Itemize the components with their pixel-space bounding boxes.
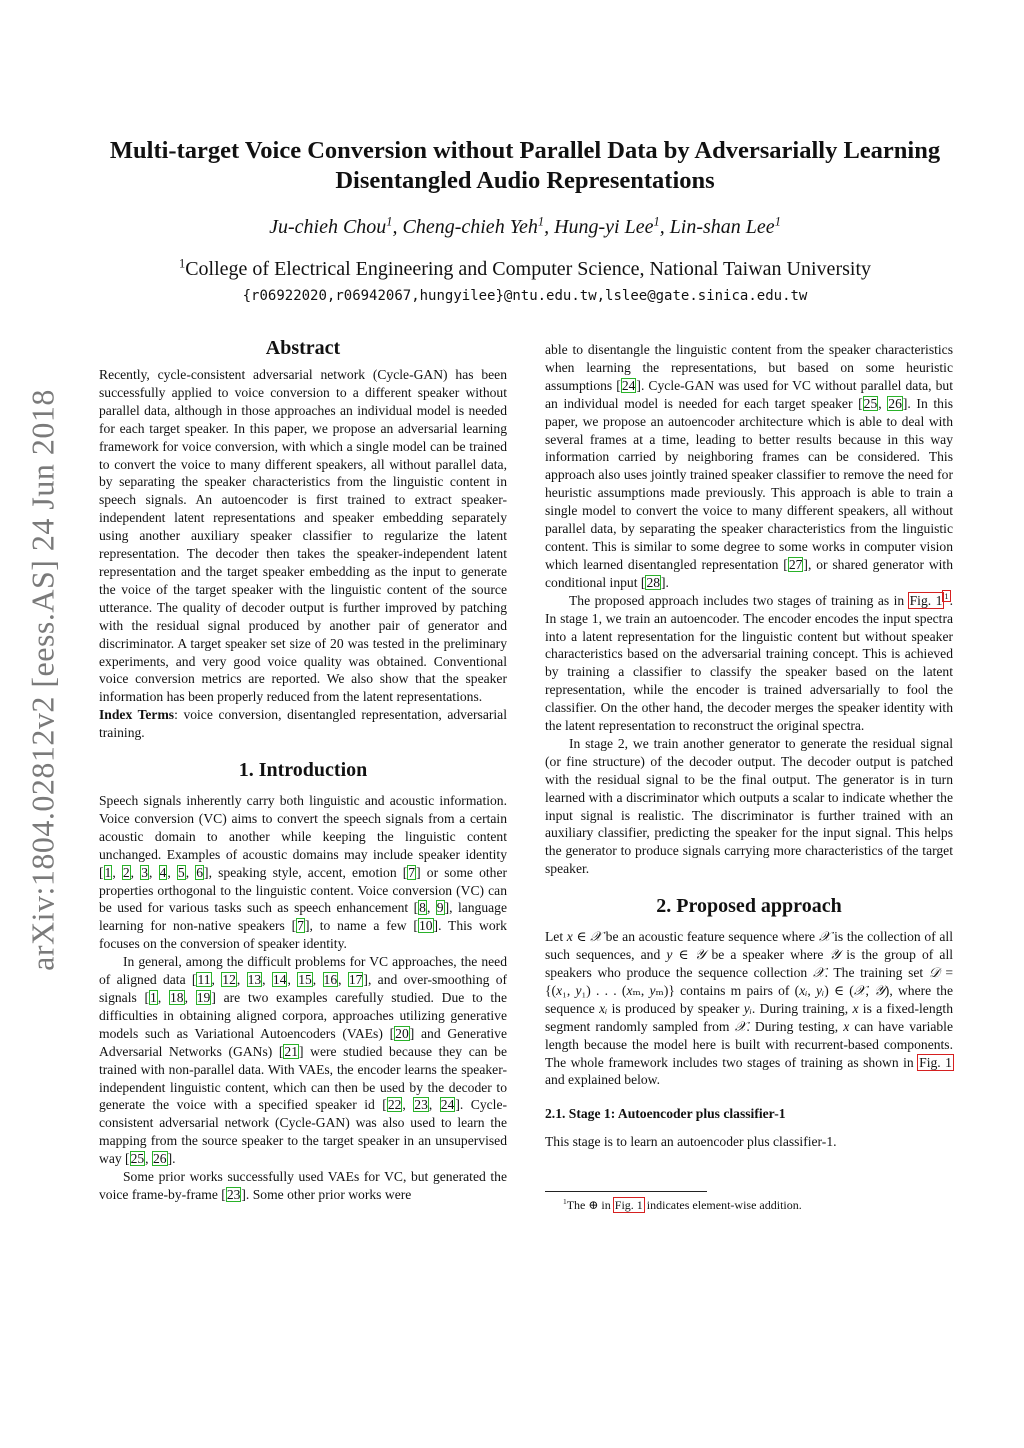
- citation-link[interactable]: 19: [196, 990, 211, 1005]
- citation-link[interactable]: 16: [323, 972, 338, 988]
- author-name: Hung-yi Lee: [554, 216, 654, 238]
- author-sup: 1: [774, 214, 781, 229]
- paper-title: [90, 136, 960, 196]
- math-symbol: 𝒳: [734, 1018, 747, 1034]
- citation-link[interactable]: 26: [888, 395, 902, 411]
- citation-link[interactable]: 25: [863, 395, 878, 411]
- citation-link[interactable]: 1: [104, 864, 112, 880]
- footnote-mark: 1: [563, 1197, 567, 1207]
- footnote: $^1$The ⊕ in Fig. 1 indicates element-wise addition.: [563, 1197, 802, 1213]
- citation-link[interactable]: 23: [414, 1097, 428, 1113]
- abstract-text: Recently, cycle-consistent adversarial network (Cycle-GAN) has been successfully applied to voice conversion to a different speaker without parallel data, although in those approaches an individual model is needed for each target speaker. In this paper, we propose an adversarial learning framework for voice conversion, with which a single model can be trained to convert the voice to many different speakers, all without parallel data, by separating the speaker characteristics from the linguistic content in speech signals. An autoencoder is first trained to extract speaker-independent latent representations and speaker embedding separately using another auxiliary speaker classifier to regularize the latent representation. The decoder then takes the speaker-independent latent representation and the target speaker embedding as the input to generate the voice of the target speaker with the linguistic content of the source utterance. The quality of decoder output is further improved by patching with the residual signal produced by another pair of generator and discriminator. A target speaker set size of 20 was tested in the preliminary experiments, and very good voice quality was obtained. Conventional voice conversion metrics are reported. We also show that the speaker information has been properly reduced from the latent representations.: [99, 367, 507, 705]
- section-2-heading: 2. Proposed approach: [656, 895, 842, 918]
- math-symbol: x: [626, 982, 633, 998]
- math-symbol: 𝒴: [874, 982, 885, 998]
- figure-ref-link[interactable]: Fig. 1: [614, 1198, 643, 1213]
- index-terms-label: Index Terms: [99, 707, 175, 723]
- math-symbol: yᵢ: [816, 982, 825, 998]
- citation-link[interactable]: 2: [122, 864, 130, 880]
- math-symbol: 𝒴: [829, 947, 841, 963]
- citation-link[interactable]: 4: [159, 864, 167, 880]
- math-symbol: 𝒳: [818, 929, 831, 945]
- affiliation-sup: 1: [179, 256, 186, 271]
- citation-link[interactable]: 28: [646, 574, 661, 590]
- citation-link[interactable]: 24: [440, 1097, 455, 1113]
- citation-link[interactable]: 9: [436, 900, 444, 916]
- math-symbol: y: [649, 982, 656, 998]
- arxiv-id: arXiv:1804.02812v2 [eess.AS] 24 Jun 2018: [24, 389, 61, 971]
- citation-link[interactable]: 13: [247, 972, 262, 988]
- intro-paragraph-1: Speech signals inherently carry both linguistic and acoustic information. Voice conversion (VC) aims to convert the speech signals from a certain acoustic domain to another while keeping the linguistic content unchanged. Examples of acoustic domains may include speaker identity [1, 2, 3, 4, 5, 6], speaking style, accent, emotion [7] or some other properties orthogonal to the linguistic content. Voice conversion (VC) can be used for various tasks such as speech enhancement [8, 9], language learning for non-native speakers [7], to name a few [10]. This work focuses on the conversion of speaker identity.: [99, 793, 508, 952]
- footnote-rule: [545, 1191, 707, 1192]
- math-symbol: x: [852, 1000, 859, 1016]
- math-symbol: x: [566, 929, 573, 945]
- math-symbol: x: [843, 1018, 850, 1034]
- author-name: Ju-chieh Chou: [269, 216, 387, 238]
- citation-link[interactable]: 17: [348, 972, 363, 988]
- author-name: Cheng-chieh Yeh: [402, 216, 538, 238]
- math-symbol: 𝒟: [928, 965, 940, 980]
- right-paragraph-1: able to disentangle the linguistic content from the speaker characteristics when learning the representations, but based on some heuristic assumptions [24]. Cycle-GAN was used for VC without parallel data, but an individual model is needed for each target speaker [25, 26]. In this paper, we propose an autoencoder architecture which is able to deal with several frames at a time, leading to better results because in this way information carried by neighboring frames can be considered. This approach also uses jointly trained speaker classifier to remove the need for heuristic assumptions made previously. This approach is able to train a single model to convert the voice to many different speakers, all without parallel data, by separating the speaker characteristics from the linguistic content. This is similar to some degree to some works in computer vision which learned disentangled representation [27], or shared generator with conditional input [28].: [545, 342, 954, 590]
- index-terms: [99, 706, 507, 742]
- right-paragraph-3: In stage 2, we train another generator to generate the residual signal (or fine structure) of the decoder output. The decoder output is patched with the residual signal to be the final output. The generator is in turn learned with a discriminator which outputs a scalar to indicate whether the input signal is realistic. The discriminator is further trained with an auxiliary classifier, predicting the speaker for the input signal. This helps the generator to produce signals carrying more characteristics of the target speaker.: [545, 735, 953, 877]
- intro-paragraph-3: Some prior works successfully used VAEs for VC, but generated the voice frame-by-frame [23]. Some other prior works were: [99, 1169, 507, 1202]
- intro-heading: 1. Introduction: [238, 759, 368, 782]
- math-symbol: 𝒳: [853, 982, 866, 998]
- citation-link[interactable]: 27: [788, 556, 803, 572]
- right-paragraph-2: The proposed approach includes two stages of training as in Fig. 1 $^1$. In stage 1, we train an autoencoder. The encoder encodes the input spectra into a latent representation for the linguistic content but without speaker characteristics based on the adversarial training concept. This is achieved by training a classifier to classify the speaker based on the latent representation, while the encoder is trained adversarially to fool the classifier. On the other hand, the decoder merges the speaker identity with the latent representation to reconstruct the original spectra.: [545, 591, 954, 734]
- math-symbol: x: [556, 982, 563, 998]
- citation-link[interactable]: 22: [387, 1097, 402, 1113]
- figure-ref-link[interactable]: Fig. 1: [919, 1054, 952, 1070]
- abstract-heading: Abstract: [265, 337, 341, 359]
- title-line-2: Disentangled Audio Representations: [335, 167, 715, 194]
- author-sup: 1: [653, 214, 660, 229]
- index-terms-text: : voice conversion, disentangled representation, adversarial training.: [99, 707, 507, 741]
- citation-link[interactable]: 23: [226, 1186, 241, 1202]
- math-symbol: xᵢ: [799, 982, 808, 998]
- math-symbol: xᵢ: [599, 1000, 608, 1016]
- math-symbol: y: [666, 947, 673, 963]
- citation-link[interactable]: 1: [150, 990, 157, 1005]
- author-emails: {r06922020,r06942067,hungyilee}@ntu.edu.tw,lslee@gate.sinica.edu.tw: [242, 288, 808, 304]
- citation-link[interactable]: 12: [222, 972, 236, 988]
- figure-ref-link[interactable]: Fig. 1: [909, 592, 943, 608]
- citation-link[interactable]: 5: [177, 864, 185, 880]
- subsection-2-1-paragraph: This stage is to learn an autoencoder plus classifier-1.: [545, 1134, 837, 1150]
- citation-link[interactable]: 10: [418, 918, 433, 934]
- author-sup: 1: [537, 214, 545, 229]
- author-name: Lin-shan Lee: [669, 216, 775, 238]
- intro-paragraph-2: In general, among the difficult problems for VC approaches, the need of aligned data [11, 12, 13, 14, 15, 16, 17], and over-smoothing of signals [1, 18, 19] are two examples carefully studied. Due to the difficulties in obtaining aligned corpora, approaches utilizing generative models such as Variational Autoencoders (VAEs) [20] and Generative Adversarial Networks (GANs) [21] were studied because they can be trained with non-parallel data. With VAEs, the encoder learns the speaker-independent linguistic content, which can then be used by the decoder to generate the voice with a specified speaker id [22, 23, 24]. Cycle-consistent adversarial network (Cycle-GAN) was also used to learn the mapping from the source speaker to the target speaker in an unsupervised way [25, 26].: [99, 954, 508, 1167]
- citation-link[interactable]: 26: [152, 1151, 167, 1167]
- math-symbol: yᵢ: [743, 1000, 752, 1016]
- citation-link[interactable]: 25: [130, 1151, 145, 1167]
- citation-link[interactable]: 21: [284, 1043, 299, 1059]
- right-column: [545, 341, 953, 1213]
- math-symbol: y: [575, 982, 582, 998]
- section-2-paragraph: Let x ∈ 𝒳 be an acoustic feature sequence where 𝒳 is the collection of all such sequences, and y ∈ 𝒴 be a speaker where 𝒴 is the group of all speakers who produce the sequence collection 𝒳. The training set 𝒟 = {(x₁, y₁) . . . (xₘ, yₘ)} contains m pairs of (xᵢ, yᵢ) ∈ (𝒳, 𝒴), where the sequence xᵢ is produced by speaker yᵢ. During training, x is a fixed-length segment randomly sampled from 𝒳. During testing, x can have variable length because the model here is built with recurrent-based components. The whole framework includes two stages of training as shown in Fig. 1 and explained below.: [545, 929, 953, 1088]
- title-line-1: Multi-target Voice Conversion without Parallel Data by Adversarially Learning: [109, 137, 941, 164]
- citation-link[interactable]: 7: [297, 918, 304, 934]
- math-symbol: 𝒳: [590, 929, 602, 945]
- citation-link[interactable]: 6: [196, 864, 204, 880]
- affiliation-text: College of Electrical Engineering and Computer Science, National Taiwan University: [185, 258, 871, 280]
- citation-link[interactable]: 15: [298, 972, 312, 988]
- citation-link[interactable]: 24: [621, 377, 636, 393]
- citation-link[interactable]: 8: [419, 900, 426, 916]
- citation-link[interactable]: 11: [197, 972, 211, 988]
- citation-link[interactable]: 18: [170, 990, 184, 1005]
- math-symbol: 𝒴: [694, 947, 706, 963]
- author-list: Ju-chieh Chou$^1$, Cheng-chieh Yeh$^1$, Hung-yi Lee$^1$, Lin-shan Lee$^1$: [269, 214, 781, 238]
- subsection-2-1-heading: 2.1. Stage 1: Autoencoder plus classifier-1: [545, 1106, 786, 1122]
- affiliation: [90, 258, 960, 281]
- citation-link[interactable]: 7: [408, 864, 416, 880]
- left-column: [99, 336, 507, 1204]
- footnote-ref-link[interactable]: 1: [944, 591, 949, 602]
- citation-link[interactable]: 3: [141, 864, 149, 880]
- math-symbol: 𝒳: [812, 965, 825, 980]
- citation-link[interactable]: 20: [395, 1025, 409, 1041]
- citation-link[interactable]: 14: [272, 972, 287, 988]
- author-sup: 1: [386, 214, 393, 229]
